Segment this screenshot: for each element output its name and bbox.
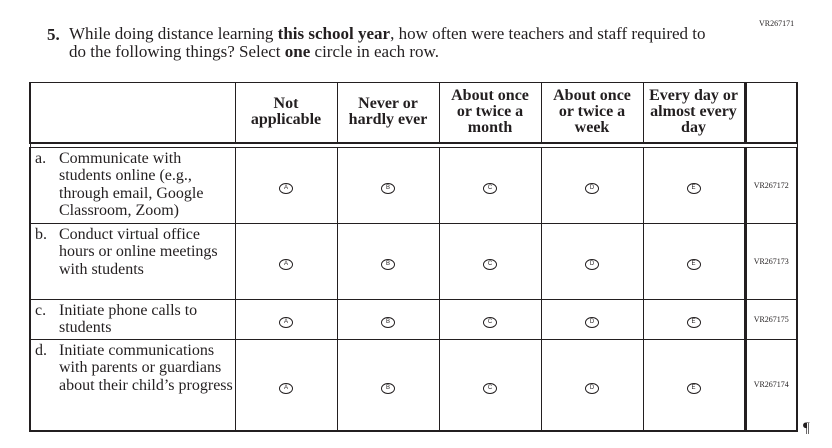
option-cell[interactable]	[337, 223, 439, 299]
response-grid	[29, 82, 798, 432]
row-code: VR267172	[745, 147, 797, 223]
option-cell[interactable]	[235, 147, 337, 223]
column-header-monthly	[439, 83, 541, 143]
option-cell[interactable]	[541, 339, 643, 431]
question-number: 5.	[47, 25, 60, 44]
column-header-label: About once or twice a month	[451, 87, 529, 137]
row-letter: c.	[35, 301, 47, 319]
row-label: Initiate communications with parents or guardians about their child’s progress	[59, 341, 233, 394]
question-text-part1: While doing distance learning	[69, 24, 278, 43]
option-cell[interactable]	[235, 223, 337, 299]
option-bubble-a[interactable]: A	[279, 383, 293, 394]
column-header-never	[337, 83, 439, 143]
table-row	[30, 299, 797, 339]
option-bubble-b[interactable]: B	[381, 383, 395, 394]
option-bubble-c[interactable]: C	[483, 183, 497, 194]
row-label: Initiate phone calls to students	[59, 301, 198, 336]
option-cell[interactable]	[439, 339, 541, 431]
column-header-daily	[643, 83, 745, 143]
row-letter: d.	[35, 341, 47, 359]
option-bubble-e[interactable]: E	[687, 183, 701, 194]
row-code: VR267173	[745, 223, 797, 299]
row-label-cell	[30, 339, 235, 431]
option-bubble-c[interactable]: C	[483, 259, 497, 270]
header-blank-cell	[30, 83, 235, 143]
option-bubble-a[interactable]: A	[279, 317, 293, 328]
option-bubble-e[interactable]: E	[687, 383, 701, 394]
header-row	[30, 83, 797, 143]
option-bubble-c[interactable]: C	[483, 383, 497, 394]
table-row	[30, 339, 797, 431]
column-header-label: Every day or almost every day	[649, 87, 738, 137]
column-header-label: Not applicable	[250, 95, 322, 129]
column-header-not-applicable	[235, 83, 337, 143]
row-code: VR267175	[745, 299, 797, 339]
option-bubble-b[interactable]: B	[381, 259, 395, 270]
table-row	[30, 147, 797, 223]
option-bubble-e[interactable]: E	[687, 259, 701, 270]
option-cell[interactable]	[235, 339, 337, 431]
option-bubble-e[interactable]: E	[687, 317, 701, 328]
option-bubble-b[interactable]: B	[381, 317, 395, 328]
row-letter: a.	[35, 149, 47, 167]
pilcrow-mark: ¶	[803, 420, 810, 436]
option-cell[interactable]	[337, 299, 439, 339]
row-code: VR267174	[745, 339, 797, 431]
question-text	[69, 25, 709, 61]
row-label: Communicate with students online (e.g., through email, Google Classroom, Zoom)	[59, 149, 204, 219]
option-bubble-d[interactable]: D	[585, 259, 599, 270]
row-label: Conduct virtual office hours or online meetings with students	[59, 225, 218, 278]
option-bubble-c[interactable]: C	[483, 317, 497, 328]
option-cell[interactable]	[541, 147, 643, 223]
option-cell[interactable]	[439, 299, 541, 339]
column-header-weekly	[541, 83, 643, 143]
column-header-label: About once or twice a week	[553, 87, 631, 137]
question-code: VR267171	[759, 19, 795, 28]
option-bubble-a[interactable]: A	[279, 183, 293, 194]
option-cell[interactable]	[643, 147, 745, 223]
option-cell[interactable]	[337, 147, 439, 223]
option-bubble-a[interactable]: A	[279, 259, 293, 270]
option-cell[interactable]	[541, 299, 643, 339]
option-cell[interactable]	[439, 223, 541, 299]
option-cell[interactable]	[439, 147, 541, 223]
row-letter: b.	[35, 225, 47, 243]
option-bubble-d[interactable]: D	[585, 383, 599, 394]
option-bubble-d[interactable]: D	[585, 183, 599, 194]
option-cell[interactable]	[235, 299, 337, 339]
option-cell[interactable]	[541, 223, 643, 299]
option-bubble-b[interactable]: B	[381, 183, 395, 194]
table-row	[30, 223, 797, 299]
option-cell[interactable]	[643, 299, 745, 339]
question-emphasis-one: one	[284, 42, 311, 61]
option-bubble-d[interactable]: D	[585, 317, 599, 328]
question-text-part2: , how often were teachers and staff required to do the following things? Select	[69, 24, 706, 61]
row-label-cell	[30, 299, 235, 339]
row-label-cell	[30, 223, 235, 299]
option-cell[interactable]	[643, 223, 745, 299]
question-text-part3: circle in each row.	[310, 42, 439, 61]
option-cell[interactable]	[643, 339, 745, 431]
header-code-cell	[745, 83, 797, 143]
column-header-label: Never or hardly ever	[348, 95, 428, 129]
row-label-cell	[30, 147, 235, 223]
question-emphasis-this-school-year: this school year	[277, 24, 391, 43]
option-cell[interactable]	[337, 339, 439, 431]
